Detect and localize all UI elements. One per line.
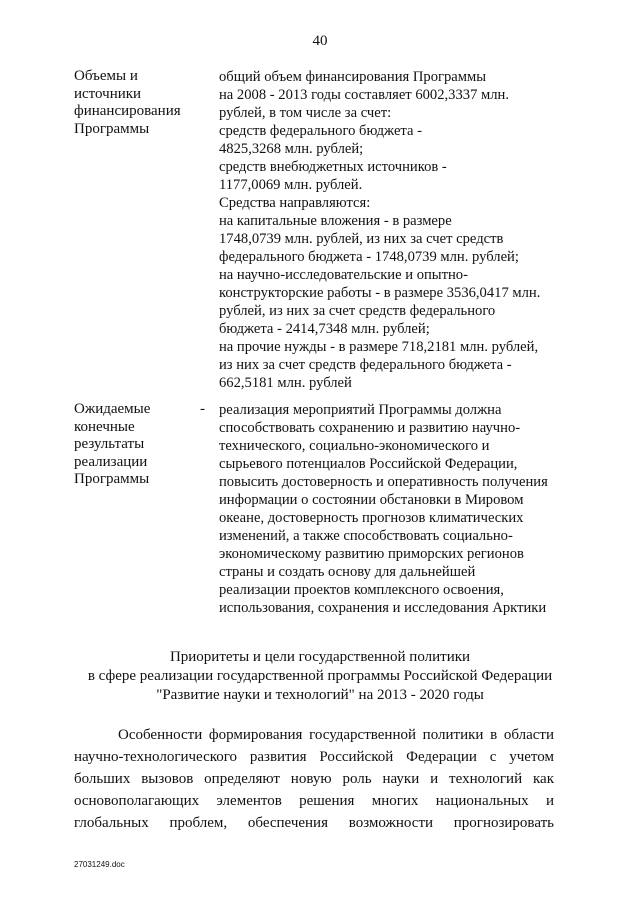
value-line: способствовать сохранению и развитию научно-	[219, 420, 521, 436]
label-line: конечные	[74, 418, 135, 435]
row-dash: -	[200, 401, 205, 417]
paragraph-line: больших вызовов определяют новую роль науки и технологий как	[74, 771, 554, 787]
value-line: реализация мероприятий Программы должна	[219, 402, 502, 418]
page-number: 40	[312, 33, 328, 49]
value-line: сырьевого потенциалов Российской Федерации,	[219, 456, 518, 472]
label-line: реализации	[74, 453, 148, 470]
value-line: технического, социально-экономического и	[219, 438, 490, 454]
label-line: Объемы и	[74, 68, 138, 84]
label-line: Программы	[74, 120, 150, 137]
row-label	[74, 68, 204, 138]
value-line: рублей, из них за счет средств федерального	[219, 303, 496, 319]
paragraph-line: Особенности формирования государственной политики в области	[118, 727, 554, 743]
label-line: финансирования	[74, 103, 181, 119]
value-line: федерального бюджета - 1748,0739 млн. рублей;	[219, 249, 519, 265]
body-paragraph	[74, 724, 554, 834]
value-line: на прочие нужды - в размере 718,2181 млн. рублей,	[219, 339, 539, 355]
value-line: 662,5181 млн. рублей	[219, 375, 352, 391]
row-value	[219, 68, 559, 392]
label-line: источники	[74, 85, 142, 102]
value-line: страны и создать основу для дальнейшей	[219, 564, 476, 580]
value-line: средств внебюджетных источников -	[219, 159, 447, 175]
value-line: Средства направляются:	[219, 195, 371, 211]
paragraph-line: научно-технологического развития Российской Федерации с учетом	[74, 749, 554, 765]
label-line: Ожидаемые	[74, 401, 151, 417]
value-line: 1177,0069 млн. рублей.	[219, 177, 363, 193]
row-value	[219, 401, 559, 617]
value-line: рублей, в том числе за счет:	[219, 105, 392, 121]
paragraph-line: основополагающих элементов решения многих национальных и	[74, 793, 554, 809]
value-line: 1748,0739 млн. рублей, из них за счет средств	[219, 231, 504, 247]
value-line: повысить достоверность и оперативность получения	[219, 474, 548, 490]
value-line: из них за счет средств федерального бюджета -	[219, 357, 512, 373]
label-line: Программы	[74, 471, 150, 487]
value-line: конструкторские работы - в размере 3536,0417 млн.	[219, 285, 541, 301]
value-line: информации о состоянии обстановки в Мировом	[219, 492, 524, 508]
value-line: реализации проектов комплексного освоения,	[219, 582, 504, 598]
value-line: бюджета - 2414,7348 млн. рублей;	[219, 321, 430, 337]
section-heading	[0, 648, 640, 705]
heading-line: "Развитие науки и технологий" на 2013 - 2020 годы	[156, 687, 484, 703]
paragraph-line: глобальных проблем, обеспечения возможности прогнозировать	[74, 815, 554, 831]
value-line: на 2008 - 2013 годы составляет 6002,3337 млн.	[219, 87, 509, 103]
value-line: на капитальные вложения - в размере	[219, 213, 452, 229]
value-line: экономическому развитию приморских регионов	[219, 546, 524, 562]
row-label	[74, 401, 204, 489]
footer-filename: 27031249.doc	[74, 860, 125, 869]
value-line: на научно-исследовательские и опытно-	[219, 267, 468, 283]
label-line: результаты	[74, 436, 145, 452]
value-line: изменений, а также способствовать социально-	[219, 528, 513, 544]
heading-line: в сфере реализации государственной программы Российской Федерации	[87, 668, 553, 684]
value-line: 4825,3268 млн. рублей;	[219, 141, 364, 157]
value-line: общий объем финансирования Программы	[219, 69, 487, 85]
value-line: средств федерального бюджета -	[219, 123, 422, 139]
heading-line: Приоритеты и цели государственной политики	[169, 649, 471, 665]
value-line: использования, сохранения и исследования Арктики	[219, 600, 547, 616]
value-line: океане, достоверность прогнозов климатических	[219, 510, 524, 526]
